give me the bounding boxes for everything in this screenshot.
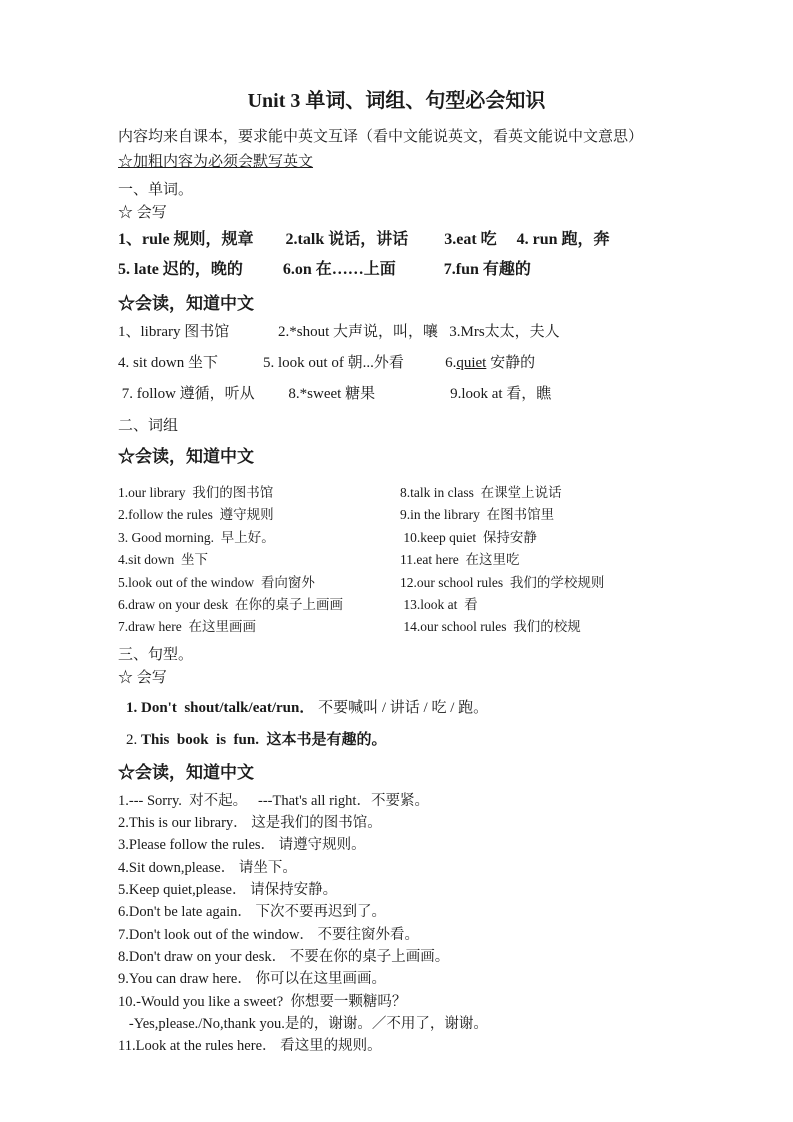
words-write-line-2: 5. late 迟的，晚的 6.on 在……上面 7.fun 有趣的 [118,261,531,278]
sentence-item: -Yes,please./No,thank you.是的，谢谢。／不用了，谢谢。 [118,1015,488,1032]
words-read-label: ☆会读，知道中文 [118,294,254,313]
sentence-item: 10.-Would you like a sweet? 你想要一颗糖吗？ [118,993,407,1010]
bold-content-note: ☆加粗内容为必须会默写英文 [118,154,314,170]
sentence-write-2-number: 2. [126,731,141,748]
sentence-write-2-text: This book is fun. 这本书是有趣的。 [141,731,387,748]
section-sentences-heading: 三、句型。 [118,646,194,663]
section-words-heading: 一、单词。 [118,182,194,198]
phrase-list [118,482,675,639]
sentence-list [118,790,675,1058]
words-read-line-2-post: 安静的 [486,355,536,371]
phrase-item: 9.in the library 在图书馆里 [400,507,555,523]
phrase-item: 10.keep quiet 保持安静 [400,529,537,545]
phrase-item: 1.our library 我们的图书馆 [118,485,274,500]
phrase-item: 6.draw on your desk 在你的桌子上画画 [118,597,343,613]
words-write-label: ☆ 会写 [118,205,167,221]
words-read-line-3: 7. follow 遵循，听从 8.*sweet 糖果 9.look at 看，瞧 [118,386,552,402]
sentence-item: 5.Keep quiet,please． 请保持安静。 [118,882,338,899]
sentence-item: 6.Don't be late again． 下次不要再迟到了。 [118,904,387,921]
intro-line: 内容均来自课本，要求能中英文互译（看中文能说英文，看英文能说中文意思） [118,129,644,145]
phrase-item: 12.our school rules 我们的学校规则 [400,574,605,590]
underlined-word-quiet: quiet [456,355,487,371]
sentence-item: 4.Sit down,please． 请坐下。 [118,859,297,876]
sentence-item: 8.Don't draw on your desk． 不要在你的桌子上画画。 [118,948,450,965]
phrase-column-right [400,482,675,639]
document-title: Unit 3 单词、词组、句型必会知识 [247,90,546,112]
sentence-item: 9.You can draw here． 你可以在这里画画。 [118,971,386,988]
phrase-item: 11.eat here 在这里吃 [400,552,520,568]
sentence-write-1-english: 1. Don't shout/talk/eat/run． [126,699,315,716]
phrase-item: 5.look out of the window 看向窗外 [118,574,315,590]
sentence-item: 7.Don't look out of the window． 不要往窗外看。 [118,926,420,943]
sentence-write-1-chinese: 不要喊叫 / 讲话 / 吃 / 跑。 [314,699,489,716]
phrase-column-left [118,482,400,639]
words-read-line-1: 1、library 图书馆 2.*shout 大声说，叫，嚷 3.Mrs太太，夫人 [118,324,560,340]
phrase-item: 4.sit down 坐下 [118,552,209,568]
sentence-item: 2.This is our library． 这是我们的图书馆。 [118,815,382,832]
sentence-item: 11.Look at the rules here． 看这里的规则。 [118,1038,382,1055]
sentence-write-2 [118,726,675,754]
words-write-line-1: 1、rule 规则，规章 2.talk 说话，讲话 3.eat 吃 4. run 跑，奔 [118,231,610,248]
phrase-item: 7.draw here 在这里画画 [118,619,256,635]
phrase-item: 13.look at 看 [400,597,478,613]
sentence-item: 3.Please follow the rules． 请遵守规则。 [118,837,366,854]
sentences-read-label: ☆会读，知道中文 [118,762,254,782]
words-read-line-2-pre: 4. sit down 坐下 5. look out of 朝...外看 6. [118,355,457,371]
phrase-item: 2.follow the rules 遵守规则 [118,507,274,523]
phrase-item: 8.talk in class 在课堂上说话 [400,485,562,500]
phrase-item: 3. Good morning. 早上好。 [118,529,275,545]
sentence-item: 1.--- Sorry. 对不起。 ---That's all right．不要紧。 [118,792,429,809]
section-phrases-heading: 二、词组 [118,418,179,434]
phrase-item: 14.our school rules 我们的校规 [400,619,581,635]
sentence-write-1 [118,694,675,722]
phrases-read-label: ☆会读，知道中文 [118,447,254,466]
words-read-line-2 [118,348,675,379]
sentences-write-label: ☆ 会写 [118,669,167,686]
